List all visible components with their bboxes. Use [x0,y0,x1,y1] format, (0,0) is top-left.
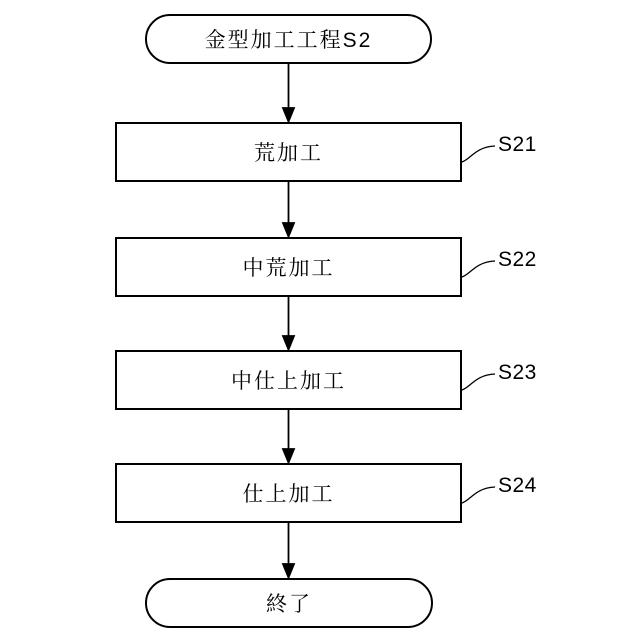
leader-line-s21 [462,146,495,162]
process-box-s24 [115,463,462,523]
arrowhead-s23-to-s24 [283,449,294,463]
process-box-s21-label: 荒加工 [254,142,323,165]
end-node-label: 終了 [266,593,312,616]
process-box-s21 [115,122,462,182]
end-node [145,578,433,628]
process-box-s23-label: 中仕上加工 [231,370,346,393]
step-label-s24: S24 [498,474,537,497]
start-node [145,14,432,64]
process-box-s23 [115,350,462,410]
leader-line-s23 [462,374,495,390]
arrowhead-s21-to-s22 [283,223,294,237]
step-label-s21: S21 [498,133,537,156]
leader-line-s24 [462,487,495,503]
process-box-s22-label: 中荒加工 [242,257,335,280]
arrowhead-s24-to-end [283,564,294,578]
arrowhead-start-to-s21 [283,108,294,122]
start-node-label: 金型加工工程S2 [204,29,373,52]
process-box-s22 [115,237,462,297]
leader-line-s22 [462,261,495,277]
step-label-s23: S23 [498,361,537,384]
arrowhead-s22-to-s23 [283,336,294,350]
process-box-s24-label: 仕上加工 [242,483,335,506]
step-label-s22: S22 [498,248,537,271]
